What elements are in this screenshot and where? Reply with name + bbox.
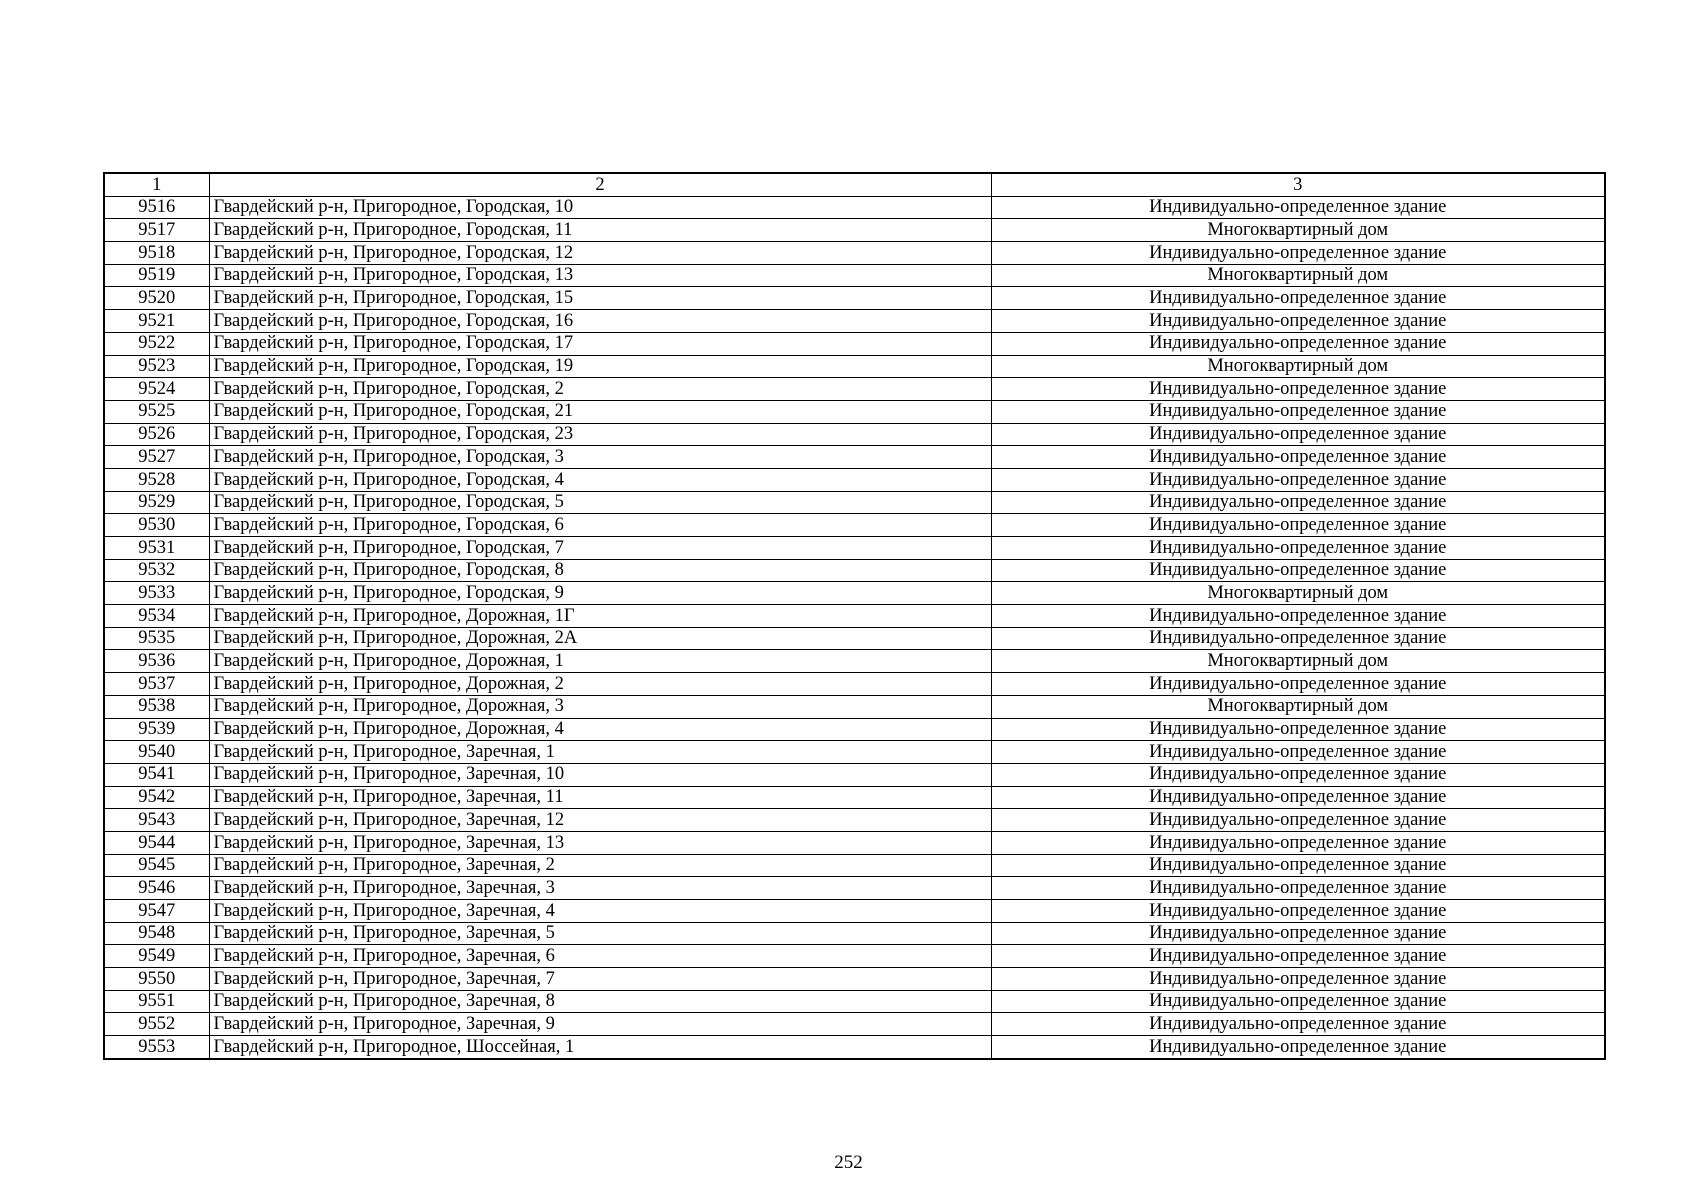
object-type-cell: Индивидуально-определенное здание xyxy=(991,673,1605,696)
row-number-cell: 9520 xyxy=(104,287,209,310)
table-row xyxy=(104,287,1605,310)
address-cell: Гвардейский р-н, Пригородное, Городская, 12 xyxy=(209,242,991,265)
object-type-cell: Многоквартирный дом xyxy=(991,582,1605,605)
row-number-cell: 9534 xyxy=(104,605,209,628)
object-type-cell: Индивидуально-определенное здание xyxy=(991,990,1605,1013)
row-number-cell: 9526 xyxy=(104,423,209,446)
object-type-cell: Индивидуально-определенное здание xyxy=(991,718,1605,741)
object-type-cell: Многоквартирный дом xyxy=(991,355,1605,378)
row-number-cell: 9525 xyxy=(104,400,209,423)
row-number-cell: 9530 xyxy=(104,514,209,537)
table-row xyxy=(104,219,1605,242)
table-row xyxy=(104,695,1605,718)
table-row xyxy=(104,945,1605,968)
row-number-cell: 9516 xyxy=(104,196,209,219)
address-cell: Гвардейский р-н, Пригородное, Дорожная, 2 xyxy=(209,673,991,696)
table-row xyxy=(104,922,1605,945)
table-row xyxy=(104,877,1605,900)
row-number-cell: 9524 xyxy=(104,378,209,401)
table-row xyxy=(104,446,1605,469)
address-cell: Гвардейский р-н, Пригородное, Городская, 5 xyxy=(209,491,991,514)
row-number-cell: 9518 xyxy=(104,242,209,265)
row-number-cell: 9552 xyxy=(104,1013,209,1036)
address-cell: Гвардейский р-н, Пригородное, Заречная, 13 xyxy=(209,831,991,854)
column-header-number: 1 xyxy=(104,173,209,196)
object-type-cell: Индивидуально-определенное здание xyxy=(991,559,1605,582)
object-type-cell: Индивидуально-определенное здание xyxy=(991,537,1605,560)
address-cell: Гвардейский р-н, Пригородное, Городская, 21 xyxy=(209,400,991,423)
object-type-cell: Индивидуально-определенное здание xyxy=(991,1036,1605,1059)
object-type-cell: Индивидуально-определенное здание xyxy=(991,786,1605,809)
row-number-cell: 9542 xyxy=(104,786,209,809)
object-type-cell: Индивидуально-определенное здание xyxy=(991,763,1605,786)
row-number-cell: 9551 xyxy=(104,990,209,1013)
table-row xyxy=(104,242,1605,265)
address-cell: Гвардейский р-н, Пригородное, Заречная, 12 xyxy=(209,809,991,832)
address-cell: Гвардейский р-н, Пригородное, Городская, 9 xyxy=(209,582,991,605)
table-row xyxy=(104,537,1605,560)
table-row xyxy=(104,468,1605,491)
address-cell: Гвардейский р-н, Пригородное, Заречная, 7 xyxy=(209,968,991,991)
address-cell: Гвардейский р-н, Пригородное, Шоссейная, 1 xyxy=(209,1036,991,1059)
address-cell: Гвардейский р-н, Пригородное, Городская, 7 xyxy=(209,537,991,560)
row-number-cell: 9535 xyxy=(104,627,209,650)
object-type-cell: Индивидуально-определенное здание xyxy=(991,922,1605,945)
row-number-cell: 9550 xyxy=(104,968,209,991)
address-cell: Гвардейский р-н, Пригородное, Городская, 15 xyxy=(209,287,991,310)
row-number-cell: 9553 xyxy=(104,1036,209,1059)
address-cell: Гвардейский р-н, Пригородное, Городская, 13 xyxy=(209,264,991,287)
row-number-cell: 9541 xyxy=(104,763,209,786)
address-cell: Гвардейский р-н, Пригородное, Дорожная, 1Г xyxy=(209,605,991,628)
object-type-cell: Многоквартирный дом xyxy=(991,695,1605,718)
row-number-cell: 9522 xyxy=(104,332,209,355)
address-cell: Гвардейский р-н, Пригородное, Заречная, 8 xyxy=(209,990,991,1013)
page-number: 252 xyxy=(834,1152,863,1173)
table-row xyxy=(104,378,1605,401)
table-row xyxy=(104,423,1605,446)
row-number-cell: 9531 xyxy=(104,537,209,560)
table-row xyxy=(104,718,1605,741)
object-type-cell: Индивидуально-определенное здание xyxy=(991,332,1605,355)
row-number-cell: 9517 xyxy=(104,219,209,242)
object-type-cell: Индивидуально-определенное здание xyxy=(991,945,1605,968)
row-number-cell: 9545 xyxy=(104,854,209,877)
row-number-cell: 9546 xyxy=(104,877,209,900)
object-type-cell: Многоквартирный дом xyxy=(991,264,1605,287)
row-number-cell: 9538 xyxy=(104,695,209,718)
table-row xyxy=(104,310,1605,333)
table-row xyxy=(104,196,1605,219)
row-number-cell: 9523 xyxy=(104,355,209,378)
object-type-cell: Индивидуально-определенное здание xyxy=(991,627,1605,650)
address-cell: Гвардейский р-н, Пригородное, Городская, 23 xyxy=(209,423,991,446)
table-row xyxy=(104,673,1605,696)
table-row xyxy=(104,400,1605,423)
table-row xyxy=(104,1013,1605,1036)
address-cell: Гвардейский р-н, Пригородное, Заречная, 1 xyxy=(209,741,991,764)
object-type-cell: Индивидуально-определенное здание xyxy=(991,514,1605,537)
table-row xyxy=(104,605,1605,628)
table-row xyxy=(104,900,1605,923)
table-row xyxy=(104,786,1605,809)
address-cell: Гвардейский р-н, Пригородное, Городская, 2 xyxy=(209,378,991,401)
object-type-cell: Индивидуально-определенное здание xyxy=(991,310,1605,333)
address-cell: Гвардейский р-н, Пригородное, Городская, 6 xyxy=(209,514,991,537)
row-number-cell: 9548 xyxy=(104,922,209,945)
table-body xyxy=(104,196,1605,1059)
table-header-row xyxy=(104,173,1605,196)
table-row xyxy=(104,491,1605,514)
row-number-cell: 9543 xyxy=(104,809,209,832)
object-type-cell: Индивидуально-определенное здание xyxy=(991,854,1605,877)
row-number-cell: 9532 xyxy=(104,559,209,582)
object-type-cell: Индивидуально-определенное здание xyxy=(991,400,1605,423)
address-cell: Гвардейский р-н, Пригородное, Заречная, 2 xyxy=(209,854,991,877)
table-row xyxy=(104,264,1605,287)
row-number-cell: 9529 xyxy=(104,491,209,514)
object-type-cell: Индивидуально-определенное здание xyxy=(991,831,1605,854)
buildings-table xyxy=(103,172,1606,1060)
address-cell: Гвардейский р-н, Пригородное, Дорожная, 3 xyxy=(209,695,991,718)
row-number-cell: 9539 xyxy=(104,718,209,741)
table-row xyxy=(104,650,1605,673)
object-type-cell: Индивидуально-определенное здание xyxy=(991,242,1605,265)
table-row xyxy=(104,741,1605,764)
row-number-cell: 9527 xyxy=(104,446,209,469)
table-row xyxy=(104,332,1605,355)
table-row xyxy=(104,514,1605,537)
table-row xyxy=(104,831,1605,854)
table-row xyxy=(104,809,1605,832)
table-row xyxy=(104,990,1605,1013)
address-cell: Гвардейский р-н, Пригородное, Заречная, 9 xyxy=(209,1013,991,1036)
object-type-cell: Индивидуально-определенное здание xyxy=(991,968,1605,991)
address-cell: Гвардейский р-н, Пригородное, Городская, 10 xyxy=(209,196,991,219)
table-row xyxy=(104,1036,1605,1059)
row-number-cell: 9544 xyxy=(104,831,209,854)
row-number-cell: 9521 xyxy=(104,310,209,333)
table-row xyxy=(104,763,1605,786)
address-cell: Гвардейский р-н, Пригородное, Дорожная, 4 xyxy=(209,718,991,741)
object-type-cell: Индивидуально-определенное здание xyxy=(991,605,1605,628)
column-header-type: 3 xyxy=(991,173,1605,196)
address-cell: Гвардейский р-н, Пригородное, Городская, 19 xyxy=(209,355,991,378)
address-cell: Гвардейский р-н, Пригородное, Городская, 3 xyxy=(209,446,991,469)
address-cell: Гвардейский р-н, Пригородное, Заречная, 6 xyxy=(209,945,991,968)
object-type-cell: Многоквартирный дом xyxy=(991,219,1605,242)
row-number-cell: 9528 xyxy=(104,468,209,491)
table-row xyxy=(104,854,1605,877)
row-number-cell: 9549 xyxy=(104,945,209,968)
address-cell: Гвардейский р-н, Пригородное, Дорожная, 2А xyxy=(209,627,991,650)
object-type-cell: Индивидуально-определенное здание xyxy=(991,900,1605,923)
address-cell: Гвардейский р-н, Пригородное, Городская, 11 xyxy=(209,219,991,242)
address-cell: Гвардейский р-н, Пригородное, Заречная, 11 xyxy=(209,786,991,809)
table-row xyxy=(104,627,1605,650)
object-type-cell: Индивидуально-определенное здание xyxy=(991,378,1605,401)
object-type-cell: Индивидуально-определенное здание xyxy=(991,196,1605,219)
address-cell: Гвардейский р-н, Пригородное, Заречная, 5 xyxy=(209,922,991,945)
address-cell: Гвардейский р-н, Пригородное, Дорожная, 1 xyxy=(209,650,991,673)
table-row xyxy=(104,559,1605,582)
object-type-cell: Индивидуально-определенное здание xyxy=(991,446,1605,469)
row-number-cell: 9519 xyxy=(104,264,209,287)
object-type-cell: Индивидуально-определенное здание xyxy=(991,809,1605,832)
row-number-cell: 9547 xyxy=(104,900,209,923)
object-type-cell: Индивидуально-определенное здание xyxy=(991,491,1605,514)
object-type-cell: Индивидуально-определенное здание xyxy=(991,287,1605,310)
row-number-cell: 9540 xyxy=(104,741,209,764)
address-cell: Гвардейский р-н, Пригородное, Городская, 16 xyxy=(209,310,991,333)
address-cell: Гвардейский р-н, Пригородное, Городская, 8 xyxy=(209,559,991,582)
object-type-cell: Многоквартирный дом xyxy=(991,650,1605,673)
address-cell: Гвардейский р-н, Пригородное, Городская, 4 xyxy=(209,468,991,491)
table-row xyxy=(104,582,1605,605)
object-type-cell: Индивидуально-определенное здание xyxy=(991,1013,1605,1036)
address-cell: Гвардейский р-н, Пригородное, Заречная, 3 xyxy=(209,877,991,900)
row-number-cell: 9537 xyxy=(104,673,209,696)
column-header-address: 2 xyxy=(209,173,991,196)
address-cell: Гвардейский р-н, Пригородное, Городская, 17 xyxy=(209,332,991,355)
object-type-cell: Индивидуально-определенное здание xyxy=(991,468,1605,491)
object-type-cell: Индивидуально-определенное здание xyxy=(991,877,1605,900)
object-type-cell: Индивидуально-определенное здание xyxy=(991,423,1605,446)
address-cell: Гвардейский р-н, Пригородное, Заречная, 4 xyxy=(209,900,991,923)
address-cell: Гвардейский р-н, Пригородное, Заречная, 10 xyxy=(209,763,991,786)
row-number-cell: 9533 xyxy=(104,582,209,605)
table-row xyxy=(104,968,1605,991)
row-number-cell: 9536 xyxy=(104,650,209,673)
object-type-cell: Индивидуально-определенное здание xyxy=(991,741,1605,764)
table-row xyxy=(104,355,1605,378)
